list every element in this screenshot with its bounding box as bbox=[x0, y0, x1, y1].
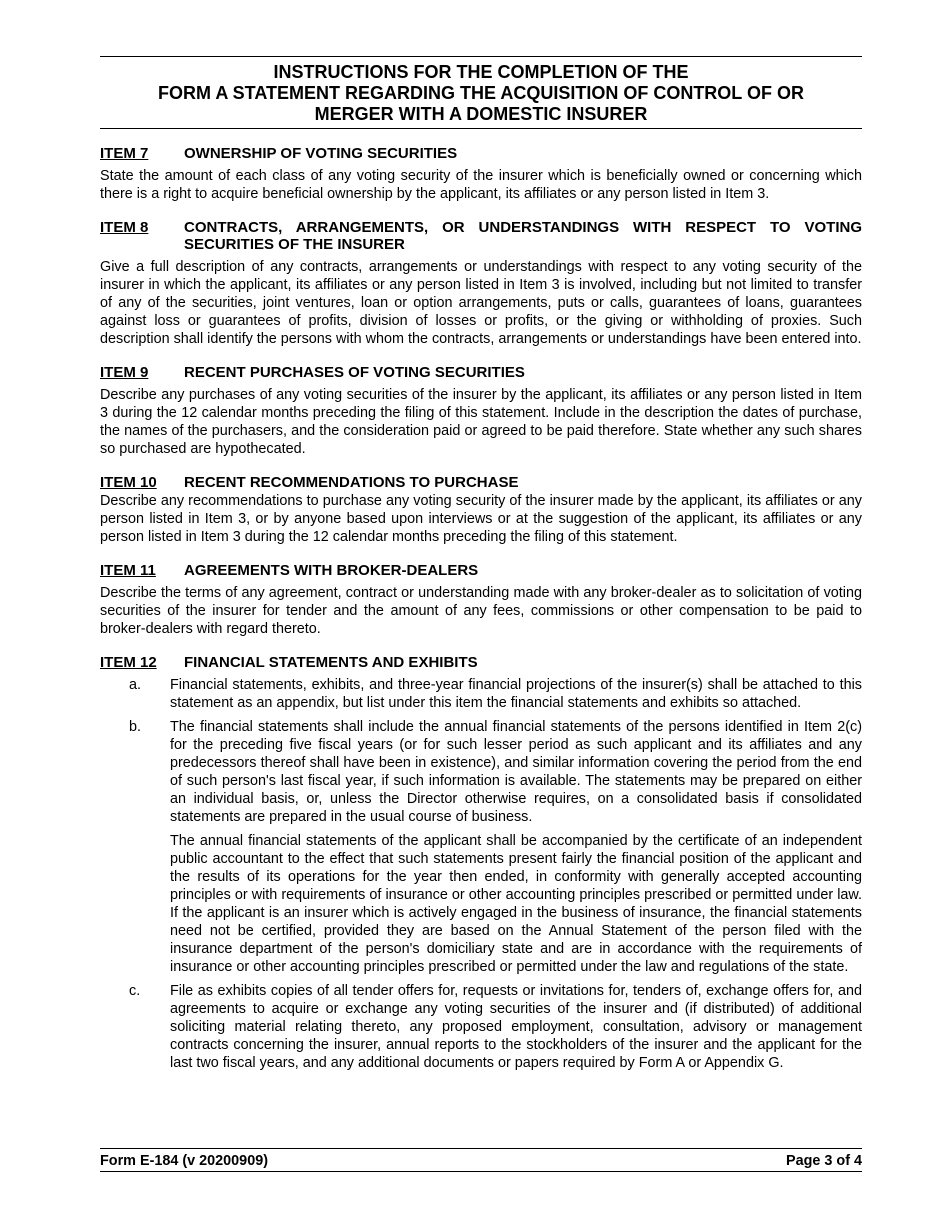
list-marker: b. bbox=[129, 719, 142, 735]
list-item-c bbox=[100, 982, 862, 1072]
section-heading bbox=[100, 145, 862, 162]
list-marker: a. bbox=[129, 677, 142, 693]
title-bottom-rule bbox=[100, 128, 862, 129]
section-text: Describe any recommendations to purchase any voting security of the insurer made by the applicant, its affiliates or any person listed in Item 3, or by anyone based upon interviews or at the suggestion of the applicant, its affiliates or any person listed in Item 3 during the 12 calendar months preceding the filing of this statement. bbox=[100, 493, 862, 545]
item-number: ITEM 7 bbox=[100, 145, 149, 162]
list-item-content bbox=[170, 676, 862, 712]
list-item-b bbox=[100, 718, 862, 976]
list-item-content bbox=[170, 982, 862, 1072]
item-number: ITEM 11 bbox=[100, 562, 156, 579]
list-item-a bbox=[100, 676, 862, 712]
section-text: Describe the terms of any agreement, contract or understanding made with any broker-dealer as to solicitation of voting securities of the insurer for tender and the amount of any fees, commissions or other compensation to be paid to broker-dealers with regard thereto. bbox=[100, 585, 862, 637]
list-paragraph: File as exhibits copies of all tender offers for, requests or invitations for, tenders of, exchange offers for, and agreements to acquire or exchange any voting securities of the insurer and (if distributed) of additional soliciting material relating thereto, any proposed employment, consultation, advisory or management contracts concerning the insurer, annual reports to the stockholders of the insurer and the applicant for the last two fiscal years, and any additional documents or papers required by Form A or Appendix G. bbox=[170, 983, 862, 1071]
list-marker: c. bbox=[129, 983, 141, 999]
section-item-11 bbox=[100, 562, 862, 638]
title-line-3: MERGER WITH A DOMESTIC INSURER bbox=[314, 104, 648, 124]
section-heading bbox=[100, 219, 862, 253]
item-number: ITEM 12 bbox=[100, 654, 157, 671]
list-item-content bbox=[170, 718, 862, 976]
item-title: FINANCIAL STATEMENTS AND EXHIBITS bbox=[184, 654, 478, 671]
item-number: ITEM 9 bbox=[100, 364, 149, 381]
list-paragraph: The financial statements shall include the annual financial statements of the persons identified in Item 2(c) for the preceding five fiscal years (or for such lesser period as such applicant and its affiliates and any predecessors thereof shall have been in existence), and similar information covering the period from the end of such person's last fiscal year, if such information is available. The statements may be prepared on either an individual basis, or, unless the Director otherwise requires, on a consolidated basis if consolidated statements are prepared in the usual course of business. bbox=[170, 719, 862, 825]
subitem-list bbox=[100, 676, 862, 1072]
page-number: Page 3 of 4 bbox=[786, 1153, 862, 1169]
item-title: RECENT PURCHASES OF VOTING SECURITIES bbox=[184, 364, 525, 381]
form-id: Form E-184 (v 20200909) bbox=[100, 1153, 268, 1169]
section-item-10 bbox=[100, 474, 862, 546]
section-text: Give a full description of any contracts, arrangements or understandings with respect to any voting security of the insurer in which the applicant, its affiliates or any person listed in Item 3 is involved, including but not limited to transfer of any of the securities, joint ventures, loan or option arrangements, puts or calls, guarantees of loans, guarantees against loss or guarantees of profits, division of losses or profits, or the giving or withholding of proxies. Such description shall identify the persons with whom the contracts, arrangements or understandings have been entered into. bbox=[100, 259, 862, 347]
document-page bbox=[100, 56, 862, 1078]
title-line-2: FORM A STATEMENT REGARDING THE ACQUISITION OF CONTROL OF OR bbox=[158, 83, 804, 103]
item-number: ITEM 10 bbox=[100, 474, 157, 491]
item-title: AGREEMENTS WITH BROKER-DEALERS bbox=[184, 562, 479, 579]
item-title: OWNERSHIP OF VOTING SECURITIES bbox=[184, 145, 458, 162]
section-item-8 bbox=[100, 219, 862, 348]
section-item-9 bbox=[100, 364, 862, 458]
section-text: State the amount of each class of any voting security of the insurer which is beneficially owned or concerning which there is a right to acquire beneficial ownership by the applicant, its affiliates or any person listed in Item 3. bbox=[100, 168, 862, 202]
title-top-rule bbox=[100, 56, 862, 57]
section-heading bbox=[100, 654, 862, 671]
section-text: Describe any purchases of any voting securities of the insurer by the applicant, its affiliates or any person listed in Item 3 during the 12 calendar months preceding the filing of this statement. Include in the description the dates of purchase, the names of the purchasers, and the consideration paid or agreed to be paid therefore. State whether any such shares so purchased are hypothecated. bbox=[100, 387, 862, 457]
item-number: ITEM 8 bbox=[100, 219, 149, 236]
section-heading bbox=[100, 474, 862, 491]
list-paragraph: Financial statements, exhibits, and three-year financial projections of the insurer(s) shall be attached to this statement as an appendix, but list under this item the financial statements and exhibits so attached. bbox=[170, 677, 862, 711]
list-paragraph: The annual financial statements of the applicant shall be accompanied by the certificate of an independent public accountant to the effect that such statements present fairly the financial position of the applicant and the results of its operations for the year then ended, in conformity with generally accepted accounting principles or with requirements of insurance or other accounting principles prescribed or permitted under law. If the applicant is an insurer which is actively engaged in the business of insurance, the financial statements need not be certified, provided they are based on the Annual Statement of the person filed with the insurance department of the person's domiciliary state and are in accordance with the requirements of insurance or other accounting principles prescribed or permitted under the law and regulations of the state. bbox=[170, 833, 862, 975]
section-item-12 bbox=[100, 654, 862, 1072]
item-title: RECENT RECOMMENDATIONS TO PURCHASE bbox=[184, 474, 519, 491]
title-line-1: INSTRUCTIONS FOR THE COMPLETION OF THE bbox=[273, 62, 689, 82]
item-title: CONTRACTS, ARRANGEMENTS, OR UNDERSTANDINGS WITH RESPECT TO VOTING SECURITIES OF THE INSURER bbox=[184, 219, 862, 253]
section-item-7 bbox=[100, 145, 862, 203]
section-heading bbox=[100, 364, 862, 381]
page-title bbox=[100, 62, 862, 125]
page-footer bbox=[100, 1148, 862, 1172]
section-heading bbox=[100, 562, 862, 579]
